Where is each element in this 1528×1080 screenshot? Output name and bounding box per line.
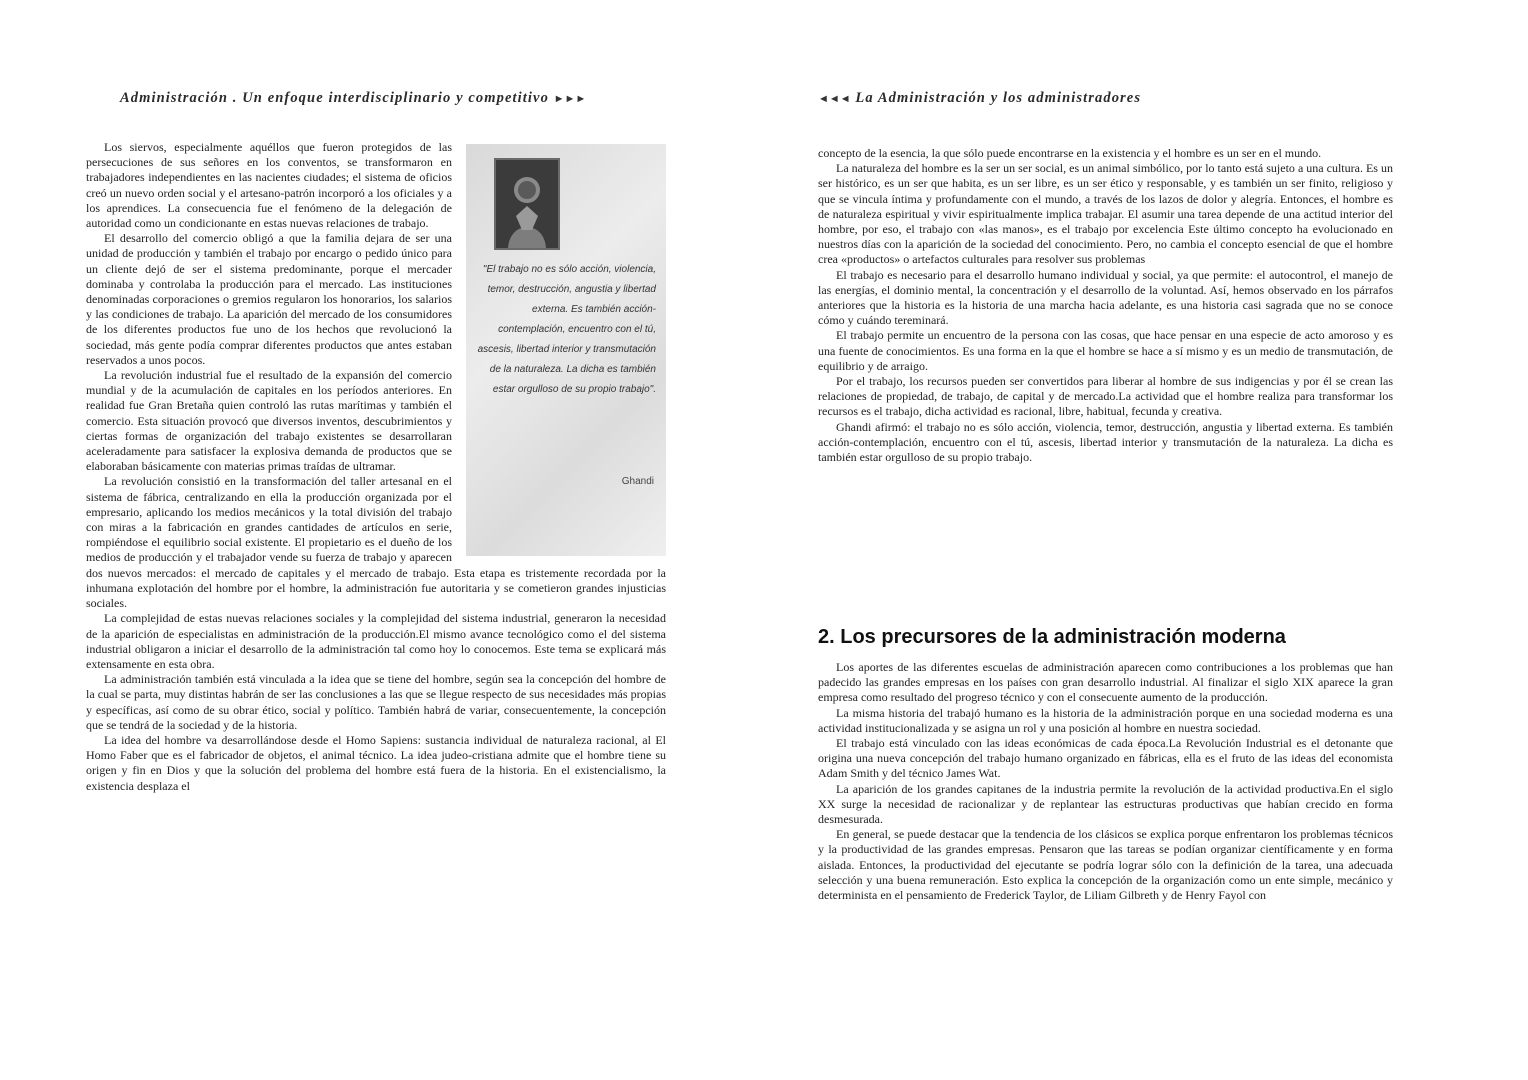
- paragraph: El desarrollo del comercio obligó a que la familia dejara de ser una unidad de producción y también el trabajo por encargo o pedido único para un cliente dejó de ser el sistema predominante, porque el mercader dominaba y controlaba la producción para el mercado. Las instituciones denominadas corporaciones o gremios regularon los honorarios, los salarios y las condiciones de trabajo. La aparición del mercado de los consumidores de los diferentes productos fue uno de los hechos que revolucionó la sociedad, más gente podía comprar diferentes productos que antes estaban reservados a unos pocos.: [86, 231, 452, 367]
- sidebar-quote-text: "El trabajo no es sólo acción, violencia, temor, destrucción, angustia y libertad externa. Es también acción-contemplación, encuentro con el tú, ascesis, libertad interior y transmutación de la naturaleza. La dicha es también estar orgulloso de su propio trabajo".: [477, 264, 656, 395]
- sidebar-quote-box: [466, 144, 666, 556]
- paragraph: Los aportes de las diferentes escuelas de administración aparecen como contribuciones a los problemas que han padecido las grandes empresas en los países con gran desarrollo industrial. Al finalizar el siglo XIX aparece la gran empresa como resultado del progreso técnico y con el consecuente aumento de la producción.: [818, 660, 1393, 705]
- right-text-column: [818, 146, 1393, 465]
- paragraph: El trabajo está vinculado con las ideas económicas de cada época.La Revolución Industrial es el detonante que origina una nueva concepción del trabajo humano organizado en fábricas, ella es el fruto de las ideas del economista Adam Smith y del técnico James Wat.: [818, 736, 1393, 781]
- paragraph: La complejidad de estas nuevas relaciones sociales y la complejidad del sistema industrial, generaron la necesidad de la aparición de especialistas en administración de la producción.El mismo avance tecnológico como el del sistema industrial obligaron a iniciar el desarrollo de la administración tal como hoy lo conocemos. Este tema se explicará más extensamente en esta obra.: [86, 611, 666, 671]
- paragraph: La idea del hombre va desarrollándose desde el Homo Sapiens: sustancia individual de naturaleza racional, al El Homo Faber que es el fabricador de objetos, el animal técnico. La idea judeo-cristiana admite que el hombre tiene su origen y fin en Dios y que la solución del problema del hombre está fuera de la historia. En el existencialismo, la existencia desplaza el: [86, 732, 666, 793]
- paragraph: El trabajo permite un encuentro de la persona con las cosas, que hace pensar en una especie de acto amoroso y es una fuente de conocimientos. Es una forma en la que el hombre se hace a sí mismo y es un medio de transmutación, de equilibrio y de arraigo.: [818, 328, 1393, 373]
- paragraph: La administración también está vinculada a la idea que se tiene del hombre, según sea la concepción del hombre de la cual se parta, muy distintas habrán de ser las conclusiones a las que se llegue respecto de sus necesidades más propias y específicas, así como de su obrar ético, social y político. También habrá de variar, consecuentemente, la concepción que se tendrá de la sociedad y de la historia.: [86, 672, 666, 732]
- paragraph: La revolución industrial fue el resultado de la expansión del comercio mundial y de la acumulación de capitales en los períodos anteriores. En realidad fue Gran Bretaña quien controló las rutas marítimas y también el comercio. Esta situación provocó que diversos inventos, descubrimientos y ciertas formas de organización del trabajo existentes se desarrollaran aceleradamente para satisfacer la explosiva demanda de productos que se elaboraban básicamente con materias primas traídas de ultramar.: [86, 368, 452, 474]
- paragraph: El trabajo es necesario para el desarrollo humano individual y social, ya que permite: el autocontrol, el manejo de las energías, el dominio mental, la concentración y el desarrollo de la voluntad. Así, hemos observado en los párrafos anteriores que la historia es la historia de una marcha hacia adelante, es una historia casi sagrada que no se conoce cómo y cuándo tereminará.: [818, 267, 1393, 328]
- paragraph: Ghandi afirmó: el trabajo no es sólo acción, violencia, temor, destrucción, angustia y libertad externa. Es también acción-contemplación, encuentro con el tú, ascesis, libertad interior y transmutación de la naturaleza. La dicha es también estar orgulloso de su propio trabajo.: [818, 419, 1393, 465]
- paragraph: La misma historia del trabajó humano es la historia de la administración porque en una sociedad moderna es una actividad institucionalizada y se asigna un rol y una posición al hombre en nuestra sociedad.: [818, 705, 1393, 735]
- left-arrows-icon: ◄◄◄: [818, 93, 851, 105]
- paragraph: La naturaleza del hombre es la ser un ser social, es un animal simbólico, por lo tanto está sujeto a una cultura. Es un ser histórico, es un ser que habita, es un ser libre, es un ser ético y responsable, y es también un ser finito, religioso y que se vincula íntima y profundamente con el mundo, a través de los lazos de dolor y alegría. Entonces, el hombre es de naturaleza espiritual y vivir espiritualmente implica trabajar. El asumir una tarea depende de una actitud interior del hombre, por eso, el trabajo con «las manos», es el trabajo por excelencia Este último concepto ha evolucionado en nuestros días con la aparición de la sociedad del conocimiento. Pero, no cambia el concepto esencial de que el hombre crea «productos» o artefactos culturales para resolver sus problemas: [818, 161, 1393, 267]
- section-heading: 2. Los precursores de la administración moderna: [818, 626, 1286, 648]
- paragraph: La aparición de los grandes capitanes de la industria permite la revolución de la actividad productiva.En el siglo XX surge la necesidad de racionalizar y de replantear las estructuras productivas que habían crecido en forma desmesurada.: [818, 781, 1393, 827]
- right-header-title: La Administración y los administradores: [855, 90, 1142, 106]
- right-running-header: [818, 90, 1141, 107]
- left-text-column: [86, 140, 666, 794]
- paragraph: La revolución consistió en la transformación del taller artesanal en el sistema de fábrica, centralizando en ella la producción organizada por el empresario, aplicando los medios mecánicos y la total división del trabajo con miras a la fabricación en grandes cantidades de artículos en serie, rompiéndose el equilibrio social existente. El propietario es el dueño de los medios de producción y el trabajador vende su fuerza de trabajo y aparecen dos nuevos mercados: el mercado de capitales y el mercado de trabajo. Esta etapa es tristemente recordada por la inhumana explotación del hombre por el hombre, la administración fue autoritaria y se cometieron grandes injusticias sociales.: [86, 474, 666, 611]
- gandhi-portrait-image: [494, 158, 560, 250]
- paragraph: Por el trabajo, los recursos pueden ser convertidos para liberar al hombre de sus indigencias y por él se crean las relaciones de propiedad, de trabajo, de capital y de mercado.La actividad que el hombre realiza para transformar los recursos es el trabajo, dicha actividad es racional, libre, habitual, fecunda y creativa.: [818, 374, 1393, 419]
- left-running-header: [120, 90, 586, 107]
- left-header-title: Administración . Un enfoque interdisciplinario y competitivo: [120, 90, 549, 106]
- section-text-column: [818, 660, 1393, 903]
- right-arrows-icon: ►►►: [553, 93, 587, 105]
- paragraph: concepto de la esencia, la que sólo puede encontrarse en la existencia y el hombre es un ser en el mundo.: [818, 146, 1322, 160]
- paragraph: En general, se puede destacar que la tendencia de los clásicos se explica porque enfrentaron los problemas técnicos y la productividad de las grandes empresas. Pensaron que las tareas se podían organizar científicamente y en forma aislada. Entonces, la productividad del ejecutante se podría lograr sólo con la definición de la tarea, una adecuada selección y una buena remuneración. Esto explica la concepción de la organización como un ente simple, mecánico y determinista en el pensamiento de Frederick Taylor, de Liliam Gilbreth y de Henry Fayol con: [818, 827, 1393, 903]
- paragraph: Los siervos, especialmente aquéllos que fueron protegidos de las persecuciones de sus señores en los conventos, se transformaron en trabajadores independientes en las nacientes ciudades; el sistema de oficios creó un nuevo orden social y el artesano-patrón incorporó a los oficiales y a los aprendices. La consecuencia fue el fenómeno de la delegación de autoridad como un condicionante en estas nuevas relaciones de trabajo.: [86, 140, 452, 231]
- sidebar-quote-author: Ghandi: [621, 476, 654, 487]
